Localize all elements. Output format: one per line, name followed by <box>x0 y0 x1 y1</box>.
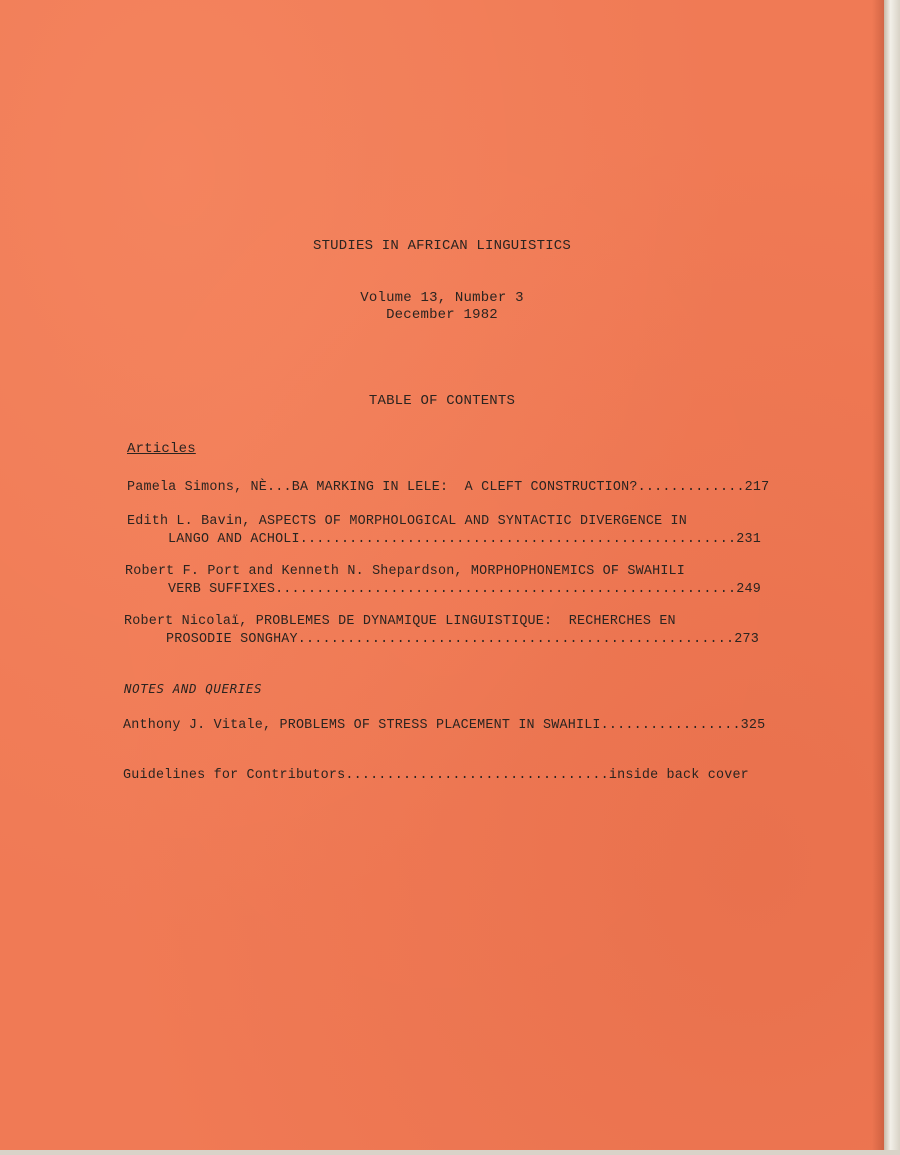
page-bottom-edge <box>0 1150 900 1155</box>
toc-entry-bavin-line1: Edith L. Bavin, ASPECTS OF MORPHOLOGICAL AND SYNTACTIC DIVERGENCE IN <box>127 514 688 529</box>
book-spine-edge <box>884 0 900 1155</box>
toc-title: TABLE OF CONTENTS <box>368 393 516 409</box>
toc-entry-simons: Pamela Simons, NÈ...BA MARKING IN LELE: A CLEFT CONSTRUCTION?.............217 <box>127 480 770 495</box>
journal-title: STUDIES IN AFRICAN LINGUISTICS <box>312 238 572 254</box>
spine-shadow <box>872 0 884 1150</box>
notes-heading: NOTES AND QUERIES <box>124 681 263 696</box>
toc-entry-guidelines: Guidelines for Contributors................................inside back cover <box>123 768 749 783</box>
volume-line: Volume 13, Number 3 <box>360 290 524 306</box>
date-line: December 1982 <box>386 307 498 323</box>
toc-entry-port-line2: VERB SUFFIXES........................................................249 <box>168 582 761 597</box>
toc-entry-vitale: Anthony J. Vitale, PROBLEMS OF STRESS PLACEMENT IN SWAHILI.................325 <box>123 718 766 733</box>
toc-entry-port-line1: Robert F. Port and Kenneth N. Shepardson, MORPHOPHONEMICS OF SWAHILI <box>125 564 686 579</box>
toc-entry-nicolai-line2: PROSODIE SONGHAY.....................................................273 <box>166 632 759 647</box>
toc-entry-nicolai-line1: Robert Nicolaï, PROBLEMES DE DYNAMIQUE LINGUISTIQUE: RECHERCHES EN <box>124 614 676 629</box>
toc-entry-bavin-line2: LANGO AND ACHOLI.....................................................231 <box>168 532 761 547</box>
articles-heading: Articles <box>127 441 196 457</box>
